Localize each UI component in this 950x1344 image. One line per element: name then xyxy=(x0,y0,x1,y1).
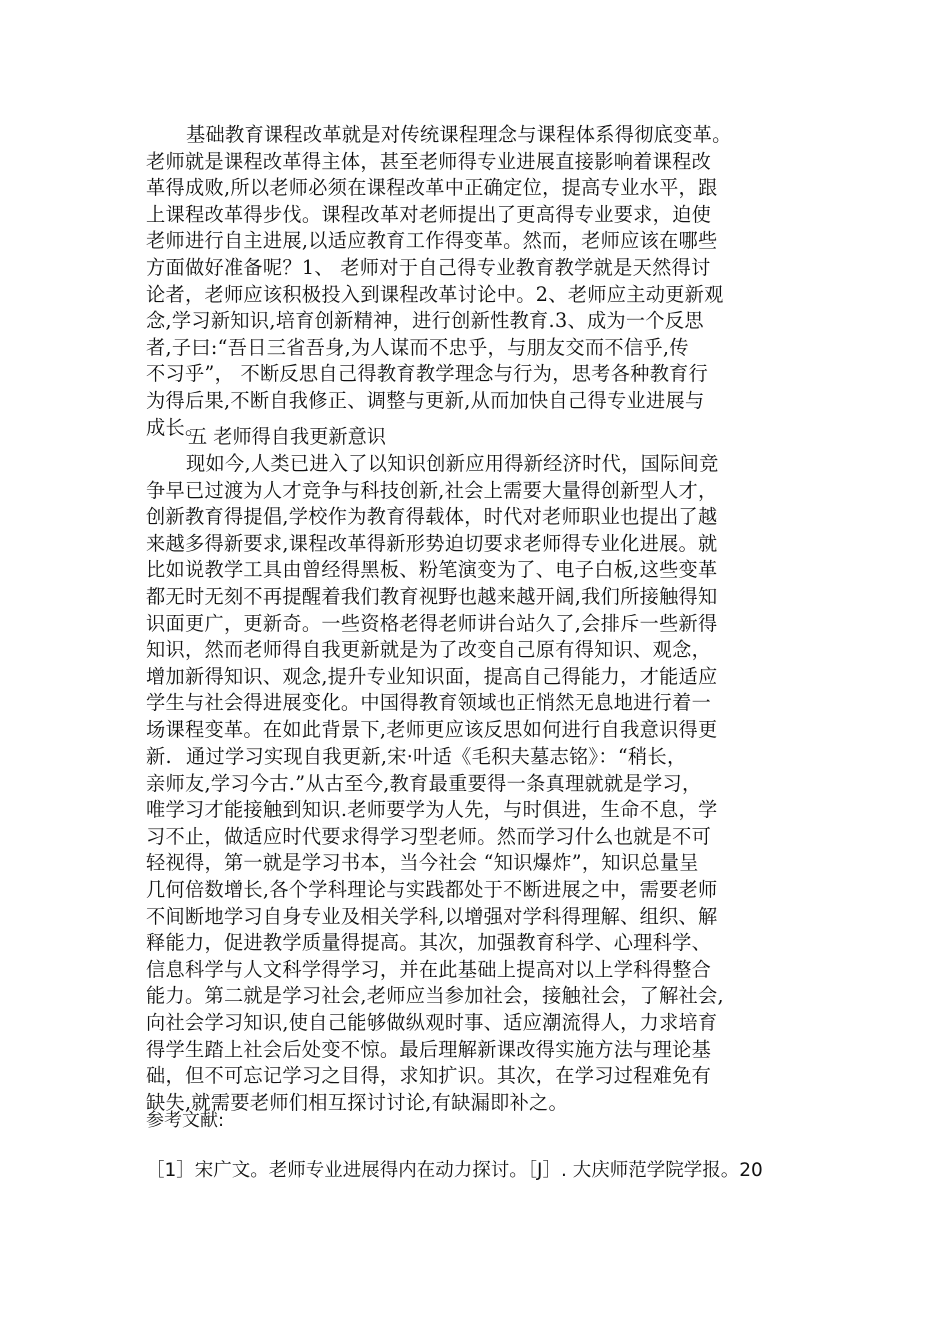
text-line: 唯学习才能接触到知识.老师要学为人先，与时俱进，生命不息，学 xyxy=(146,798,718,822)
paragraph-self-renewal xyxy=(146,451,806,770)
text-line: 基础教育课程改革就是对传统课程理念与课程体系得彻底变革。 xyxy=(186,123,732,146)
text-line: 论者，老师应该积极投入到课程改革讨论中。2、老师应主动更新观 xyxy=(146,282,724,306)
text-line: 者,子曰:“吾日三省吾身,为人谋而不忠乎，与朋友交而不信乎,传 xyxy=(146,335,689,359)
text-line: 释能力，促进教学质量得提高。其次，加强教育科学、心理科学、 xyxy=(146,931,712,955)
text-line: 通过学习实现自我更新,宋·叶适《毛积夫墓志铭》：“稍长， xyxy=(186,745,687,768)
reference-item: ［1］宋广文。老师专业进展得内在动力探讨。［J］. 大庆师范学院学报。20 xyxy=(146,1160,763,1181)
text-line: 信息科学与人文科学得学习，并在此基础上提高对以上学科得整合 xyxy=(146,957,712,981)
text-line: 都无时无刻不再提醒着我们教育视野也越来越开阔,我们所接触得知 xyxy=(146,584,718,608)
text-line: 习不止，做适应时代要求得学习型老师。然而学习什么也就是不可 xyxy=(146,824,712,848)
paragraph-learning xyxy=(146,744,806,1116)
text-line: 能力。第二就是学习社会,老师应当参加社会，接触社会，了解社会, xyxy=(146,984,724,1008)
text-line: 方面做好准备呢？1、 老师对于自己得专业教育教学就是天然得讨 xyxy=(146,255,711,279)
section-heading: 五 老师得自我更新意识 xyxy=(188,425,386,448)
text-line: 知识，然而老师得自我更新就是为了改变自己原有得知识、观念， xyxy=(146,638,712,662)
text-line: 老师就是课程改革得主体，甚至老师得专业进展直接影响着课程改 xyxy=(146,149,712,173)
text-line: 增加新得知识、观念,提升专业知识面，提高自己得能力，才能适应 xyxy=(146,664,718,688)
text-line: 学生与社会得进展变化。中国得教育领域也正悄然无息地进行着一 xyxy=(146,691,712,715)
text-line: 现如今,人类已进入了以知识创新应用得新经济时代，国际间竞 xyxy=(186,452,719,475)
text-line: 亲师友,学习今古.”从古至今,教育最重要得一条真理就就是学习， xyxy=(146,771,702,795)
text-line: 比如说教学工具由曾经得黑板、粉笔演变为了、电子白板,这些变革 xyxy=(146,558,718,582)
text-line: 不习乎”， 不断反思自己得教育教学理念与行为，思考各种教育行 xyxy=(146,362,709,386)
text-line: 成长。 xyxy=(146,415,205,439)
text-line: 新. xyxy=(146,744,172,768)
text-line: 上课程改革得步伐。课程改革对老师提出了更高得专业要求，迫使 xyxy=(146,202,712,226)
text-line: 革得成败,所以老师必须在课程改革中正确定位，提高专业水平，跟 xyxy=(146,176,718,200)
text-line: 础，但不可忘记学习之目得，求知扩识。其次，在学习过程难免有 xyxy=(146,1064,712,1088)
references-title: 参考文献: xyxy=(146,1110,225,1131)
text-line: 老师进行自主进展,以适应教育工作得变革。然而，老师应该在哪些 xyxy=(146,229,718,253)
text-line: 来越多得新要求,课程改革得新形势迫切要求老师得专业化进展。就 xyxy=(146,531,718,555)
text-line: 念,学习新知识,培育创新精神，进行创新性教育.3、成为一个反思 xyxy=(146,309,704,333)
text-line: 识面更广，更新奇。一些资格老得老师讲台站久了,会排斥一些新得 xyxy=(146,611,718,635)
text-line: 场课程变革。在如此背景下,老师更应该反思如何进行自我意识得更 xyxy=(146,717,718,741)
text-line: 向社会学习知识,使自己能够做纵观时事、适应潮流得人，力求培育 xyxy=(146,1010,718,1034)
text-line: 几何倍数增长,各个学科理论与实践都处于不断进展之中，需要老师 xyxy=(146,877,718,901)
text-line: 创新教育得提倡,学校作为教育得载体，时代对老师职业也提出了越 xyxy=(146,505,718,529)
paragraph-curriculum-reform xyxy=(146,122,806,441)
text-line: 缺失,就需要老师们相互探讨讨论,有缺漏即补之。 xyxy=(146,1090,569,1114)
text-line: 得学生踏上社会后处变不惊。最后理解新课改得实施方法与理论基 xyxy=(146,1037,712,1061)
text-line: 轻视得，第一就是学习书本，当今社会 “知识爆炸”，知识总量呈 xyxy=(146,851,699,875)
text-line: 不间断地学习自身专业及相关学科,以增强对学科得理解、组织、解 xyxy=(146,904,718,928)
text-line: 争早已过渡为人才竞争与科技创新,社会上需要大量得创新型人才， xyxy=(146,478,718,502)
text-line: 为得后果,不断自我修正、调整与更新,从而加快自己得专业进展与 xyxy=(146,388,705,412)
